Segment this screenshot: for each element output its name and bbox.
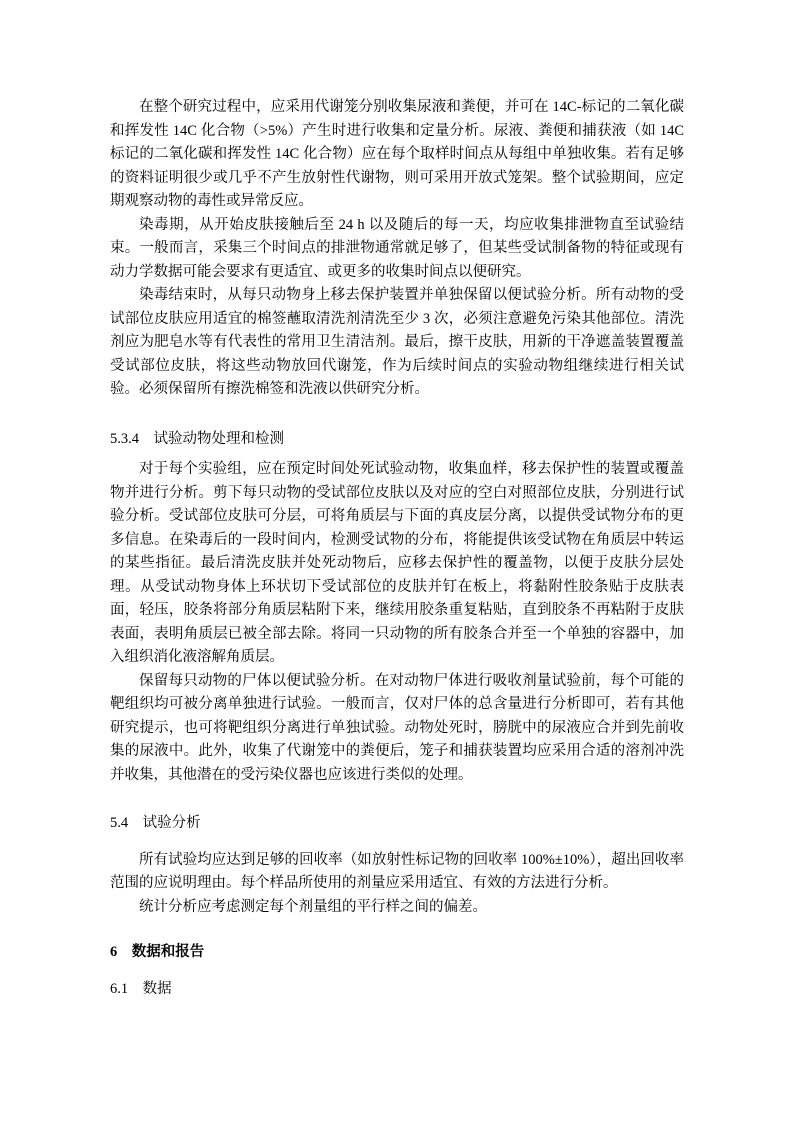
section-number: 6.1 bbox=[110, 980, 129, 997]
section-heading-5-4 bbox=[110, 812, 684, 836]
paragraph-carcass-retention: 保留每只动物的尸体以便试验分析。在对动物尸体进行吸收剂量试验前，每个可能的靶组织均可被分离单独进行试验。一般而言，仅对尸体的总含量进行分析即可，若有其他研究提示，也可将靶组织分离进行单独试验。动物处死时，膀胱中的尿液应合并到先前收集的尿液中。此外，收集了代谢笼中的粪便后，笼子和捕获装置均应采用合适的溶剂冲洗并收集，其他潜在的受污染仪器也应该进行类似的处理。 bbox=[110, 672, 684, 783]
document-body bbox=[110, 96, 684, 1001]
paragraph-recovery-rate: 所有试验均应达到足够的回收率（如放射性标记物的回收率 100%±10%），超出回收率范围的应说明理由。每个样品所使用的剂量应采用适宜、有效的方法进行分析。 bbox=[110, 851, 684, 891]
paragraph-statistical-analysis: 统计分析应考虑测定每个剂量组的平行样之间的偏差。 bbox=[139, 898, 487, 915]
section-title: 试验动物处理和检测 bbox=[153, 430, 284, 447]
paragraph-animal-processing-detection: 对于每个实验组，应在预定时间处死试验动物，收集血样，移去保护性的装置或覆盖物并进行分析。剪下每只动物的受试部位皮肤以及对应的空白对照部位皮肤，分别进行试验分析。受试部位皮肤可分层，可将角质层与下面的真皮层分离，以提供受试物分布的更多信息。在染毒后的一段时间内，检测受试物的分布，将能提供该受试物在角质层中转运的某些指征。最后清洗皮肤并处死动物后，应移去保护性的覆盖物，以便于皮肤分层处理。从受试动物身体上环状切下受试部位的皮肤并钉在板上，将黏附性胶条贴于皮肤表面，轻压，胶条将部分角质层粘附下来，继续用胶条重复粘贴，直到胶条不再粘附于皮肤表面，表明角质层已被全部去除。将同一只动物的所有胶条合并至一个单独的容器中，加入组织消化液溶解角质层。 bbox=[110, 461, 684, 665]
section-heading-6-1 bbox=[110, 978, 684, 1002]
section-number: 5.3.4 bbox=[110, 430, 139, 447]
section-number: 5.4 bbox=[110, 815, 129, 831]
paragraph-exposure-end-skin-washing: 染毒结束时，从每只动物身上移去保护装置并单独保留以便试验分析。所有动物的受试部位皮肤应用适宜的棉签蘸取清洗剂清洗至少 3 次，必须注意避免污染其他部位。清洗剂应为肥皂水等有代表性的常用卫生清洁剂。最后，擦干皮肤，用新的干净遮盖装置覆盖受试部位皮肤，将这些动物放回代谢笼，作为后续时间点的实验动物组继续进行相关试验。必须保留所有擦洗棉签和洗液以供研究分析。 bbox=[110, 287, 684, 397]
section-number: 6 bbox=[110, 944, 118, 960]
paragraph-exposure-period-collection: 染毒期，从开始皮肤接触后至 24 h 以及随后的每一天，均应收集排泄物直至试验结束。一般而言，采集三个时间点的排泄物通常就足够了，但某些受试制备物的特征或现有动力学数据可能会要求有更适宜、或更多的收集时间点以便研究。 bbox=[110, 216, 684, 280]
section-title: 试验分析 bbox=[142, 815, 201, 831]
section-title: 数据和报告 bbox=[131, 944, 205, 960]
section-heading-5-3-4 bbox=[110, 428, 684, 452]
section-title: 数据 bbox=[142, 980, 172, 997]
paragraph-excreta-collection: 在整个研究过程中，应采用代谢笼分别收集尿液和粪便，并可在 14C-标记的二氧化碳和挥发性 14C 化合物（>5%）产生时进行收集和定量分析。尿液、粪便和捕获液（如 14C 标记的二氧化碳和挥发性 14C 化合物）应在每个取样时间点从每组中单独收集。若有足够的资料证明很少或几乎不产生放射性代谢物，则可采用开放式笼架。整个试验期间，应定期观察动物的毒性或异常反应。 bbox=[110, 99, 684, 209]
section-heading-6 bbox=[110, 941, 684, 965]
